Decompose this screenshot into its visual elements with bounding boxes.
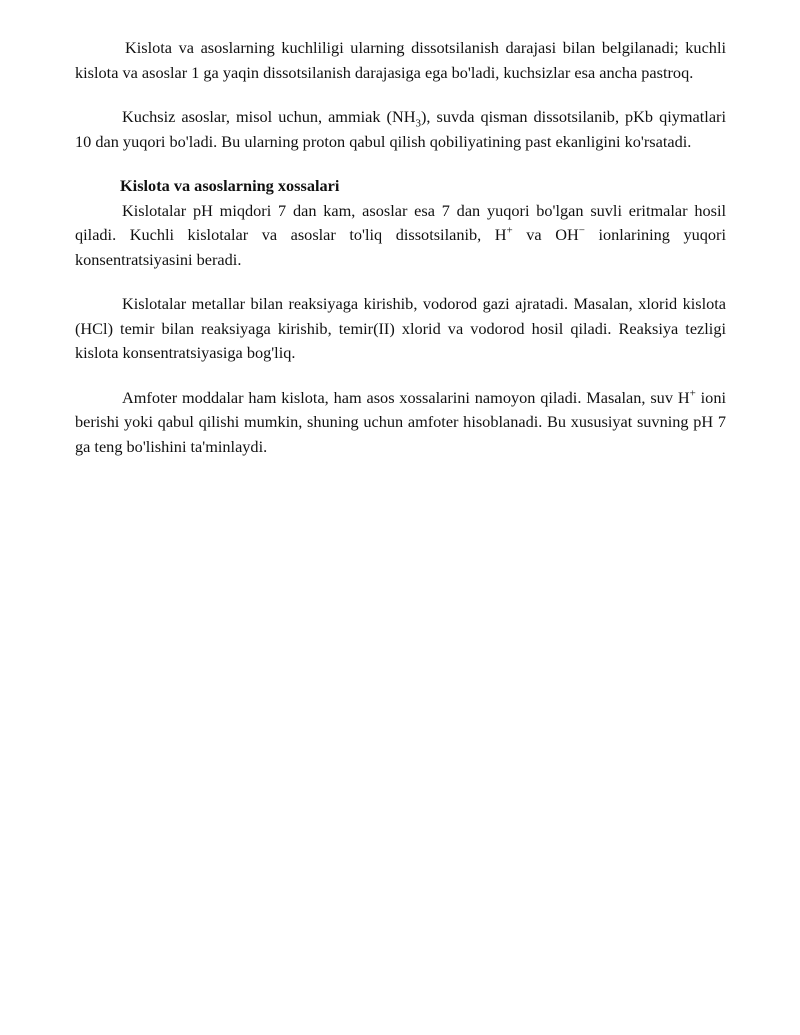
- paragraph-ph-values: [75, 199, 726, 273]
- paragraph-acid-metals: [75, 292, 726, 366]
- superscript: +: [689, 387, 696, 400]
- superscript: +: [506, 224, 513, 237]
- document-page: [75, 36, 726, 479]
- paragraph-text: ionlarining yuqori konsentratsiyasini beradi.: [75, 225, 726, 269]
- paragraph-text: ), suvda qisman dissotsilanib, pKb qiymatlari 10 dan yuqori bo'ladi. Bu ularning proton qabul qilish qobiliyatining past ekanligini ko'rsatadi.: [75, 107, 726, 151]
- paragraph-text: ioni berishi yoki qabul qilishi mumkin, shuning uchun amfoter hisoblanadi. Bu xususiyat suvning pH 7 ga teng bo'lishini ta'minlaydi.: [75, 387, 726, 456]
- paragraph-text: Kislota va asoslarning kuchliligi ularning dissotsilanish darajasi bilan belgilanadi; kuchli kislota va asoslar 1 ga yaqin dissotsilanish darajasiga ega bo'ladi, kuchsizlar esa ancha pastroq.: [75, 38, 726, 82]
- paragraph-text: Kislotalar metallar bilan reaksiyaga kirishib, vodorod gazi ajratadi. Masalan, xlorid kislota (HCl) temir bilan reaksiyaga kirishib, temir(II) xlorid va vodorod hosil qiladi. Reaksiya tezligi kislota konsentratsiyasiga bog'liq.: [75, 294, 726, 362]
- paragraph-text: Amfoter moddalar ham kislota, ham asos xossalarini namoyon qiladi. Masalan, suv H: [122, 387, 690, 407]
- paragraph-weak-bases: [75, 105, 726, 154]
- paragraph-amphoteric: [75, 386, 726, 460]
- paragraph-text: Kislotalar pH miqdori 7 dan kam, asoslar esa 7 dan yuqori bo'lgan suvli eritmalar hosil qiladi. Kuchli kislotalar va asoslar to'liq dissotsilanib, H: [75, 200, 726, 244]
- paragraph-text: va OH: [512, 225, 579, 244]
- paragraph-text: Kuchsiz asoslar, misol uchun, ammiak (NH: [122, 107, 416, 126]
- subscript: 3: [415, 117, 421, 130]
- section-heading: Kislota va asoslarning xossalari: [120, 176, 340, 195]
- superscript: −: [578, 224, 585, 237]
- paragraph-dissociation-strength: [75, 36, 726, 85]
